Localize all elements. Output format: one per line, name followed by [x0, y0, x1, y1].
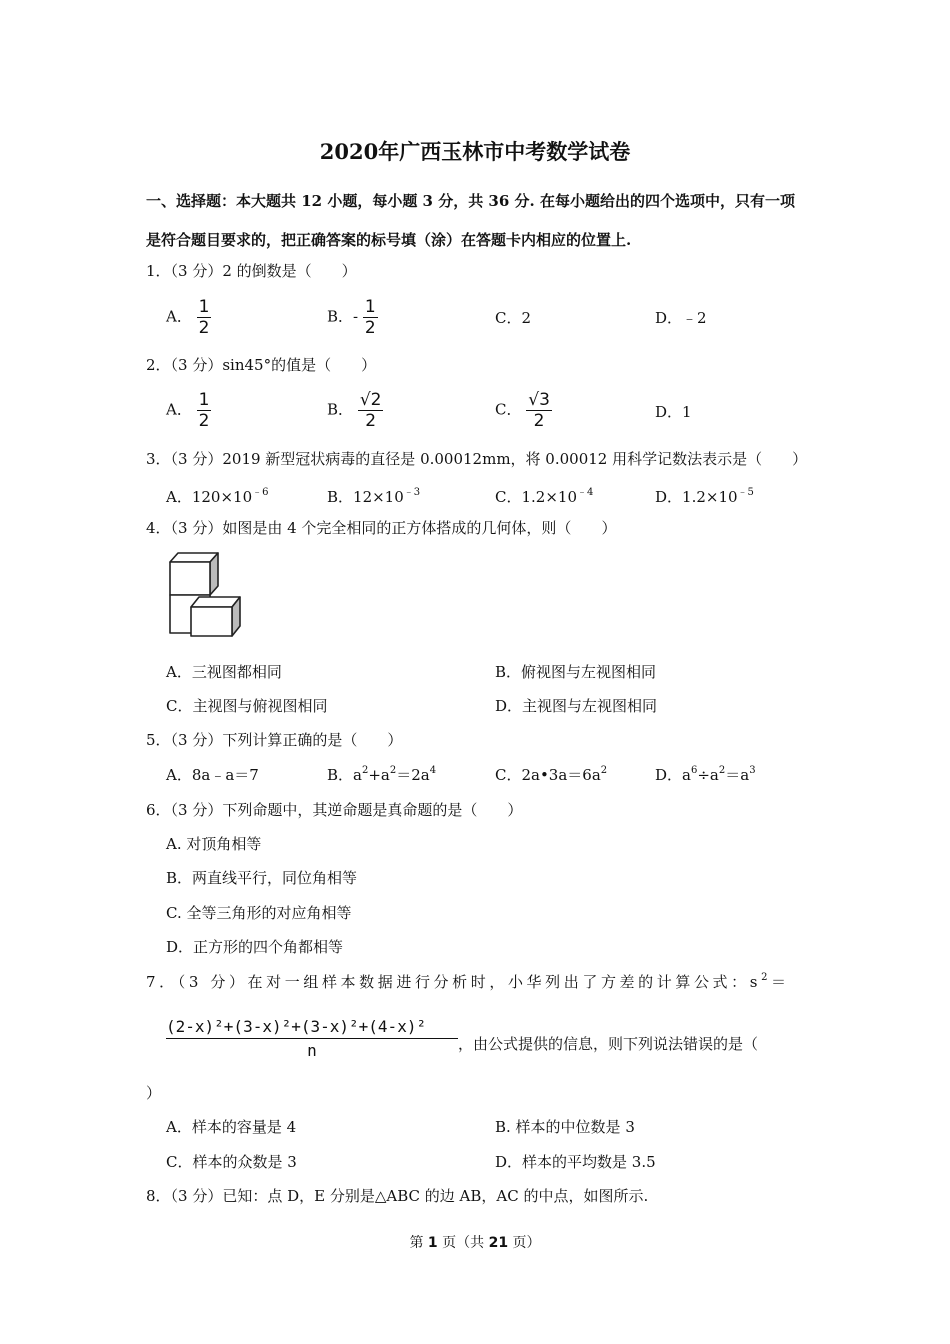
question-8-stem: 8．（3 分）已知：点 D，E 分别是△ABC 的边 AB，AC 的中点，如图所示.	[146, 1187, 649, 1205]
question-2-option-a: A． $\frac{1}{2}$	[166, 390, 210, 431]
question-4-option-d: D．主视图与左视图相同	[495, 697, 658, 715]
question-7-option-c: C．样本的众数是 3	[166, 1153, 297, 1171]
fraction: $\frac{1}{2}$	[364, 297, 376, 338]
question-7-stem-continued: ，由公式提供的信息，则下列说法错误的是（	[458, 1035, 759, 1053]
question-4-option-a: A．三视图都相同	[166, 663, 282, 681]
formula-numerator: (2-x)²+(3-x)²+(3-x)²+(4-x)²	[166, 1017, 458, 1039]
question-5-stem: 5．（3 分）下列计算正确的是（ ）	[146, 731, 403, 749]
question-7-option-d: D．样本的平均数是 3.5	[495, 1153, 656, 1171]
question-6-option-c: C. 全等三角形的对应角相等	[166, 904, 352, 922]
question-3-stem: 3．（3 分）2019 新型冠状病毒的直径是 0.00012mm，将 0.00012 用科学记数法表示是（ ）	[146, 450, 808, 468]
question-2-option-c: C． $\frac{√3}{2}$	[495, 390, 550, 431]
cube-front-face	[191, 607, 232, 636]
question-6-option-b: B．两直线平行，同位角相等	[166, 869, 358, 887]
question-3-option-a: A．$120\times 10^{﹣6}$	[166, 487, 269, 506]
question-1-option-b: B．- $\frac{1}{2}$	[327, 297, 376, 338]
cube-front-face	[170, 562, 210, 595]
question-4-option-c: C．主视图与俯视图相同	[166, 697, 328, 715]
question-3-option-d: D．$1.2\times 10^{﹣5}$	[655, 487, 754, 506]
question-7-close-paren: ）	[146, 1084, 162, 1102]
question-2-stem: 2．（3 分）sin45°的值是（ ）	[146, 356, 377, 374]
question-2-option-d: D．1	[655, 403, 692, 421]
question-1-stem: 1．（3 分）2 的倒数是（ ）	[146, 262, 357, 280]
question-6-option-a: A. 对顶角相等	[166, 835, 262, 853]
question-2-option-b: B． $\frac{√2}{2}$	[327, 390, 382, 431]
question-5-option-b: B．$a^2+a^2=2a^4$	[327, 765, 437, 784]
section-heading-line2: 是符合题目要求的，把正确答案的标号填（涂）在答题卡内相应的位置上.	[146, 231, 632, 249]
question-5-option-c: C．$2a•3a=6a^2$	[495, 765, 608, 784]
page-title: 2020年广西玉林市中考数学试卷	[319, 139, 631, 164]
question-1-option-a: A． $\frac{1}{2}$	[166, 297, 210, 338]
cube-figure	[166, 550, 250, 638]
question-6-stem: 6．（3 分）下列命题中，其逆命题是真命题的是（ ）	[146, 801, 523, 819]
formula-denominator: n	[307, 1041, 317, 1060]
question-4-stem: 4．（3 分）如图是由 4 个完全相同的正方体搭成的几何体，则（ ）	[146, 519, 617, 537]
question-1-option-c: C．2	[495, 309, 532, 327]
question-6-option-d: D．正方形的四个角都相等	[166, 938, 344, 956]
question-3-option-c: C．$1.2\times 10^{﹣4}$	[495, 487, 594, 506]
question-4-option-b: B．俯视图与左视图相同	[495, 663, 657, 681]
question-7-stem: 7．（3 分）在对一组样本数据进行分析时，小华列出了方差的计算公式：$s^2=$	[146, 972, 790, 991]
section-heading-line1: 一、选择题：本大题共 12 小题，每小题 3 分，共 36 分. 在每小题给出的四个选项中，只有一项	[146, 192, 795, 210]
question-3-option-b: B．$12\times 10^{﹣3}$	[327, 487, 421, 506]
question-1-option-d: D．﹣2	[655, 309, 707, 327]
question-7-option-a: A．样本的容量是 4	[166, 1118, 297, 1136]
fraction: $\frac{1}{2}$	[198, 297, 210, 338]
page-footer: 第 1 页（共 21 页）	[409, 1235, 541, 1251]
question-7-option-b: B. 样本的中位数是 3	[495, 1118, 635, 1136]
question-5-option-d: D．$a^6\div a^2=a^3$	[655, 765, 756, 784]
question-5-option-a: A．8a﹣a＝7	[166, 766, 259, 784]
variance-formula	[166, 1017, 458, 1060]
